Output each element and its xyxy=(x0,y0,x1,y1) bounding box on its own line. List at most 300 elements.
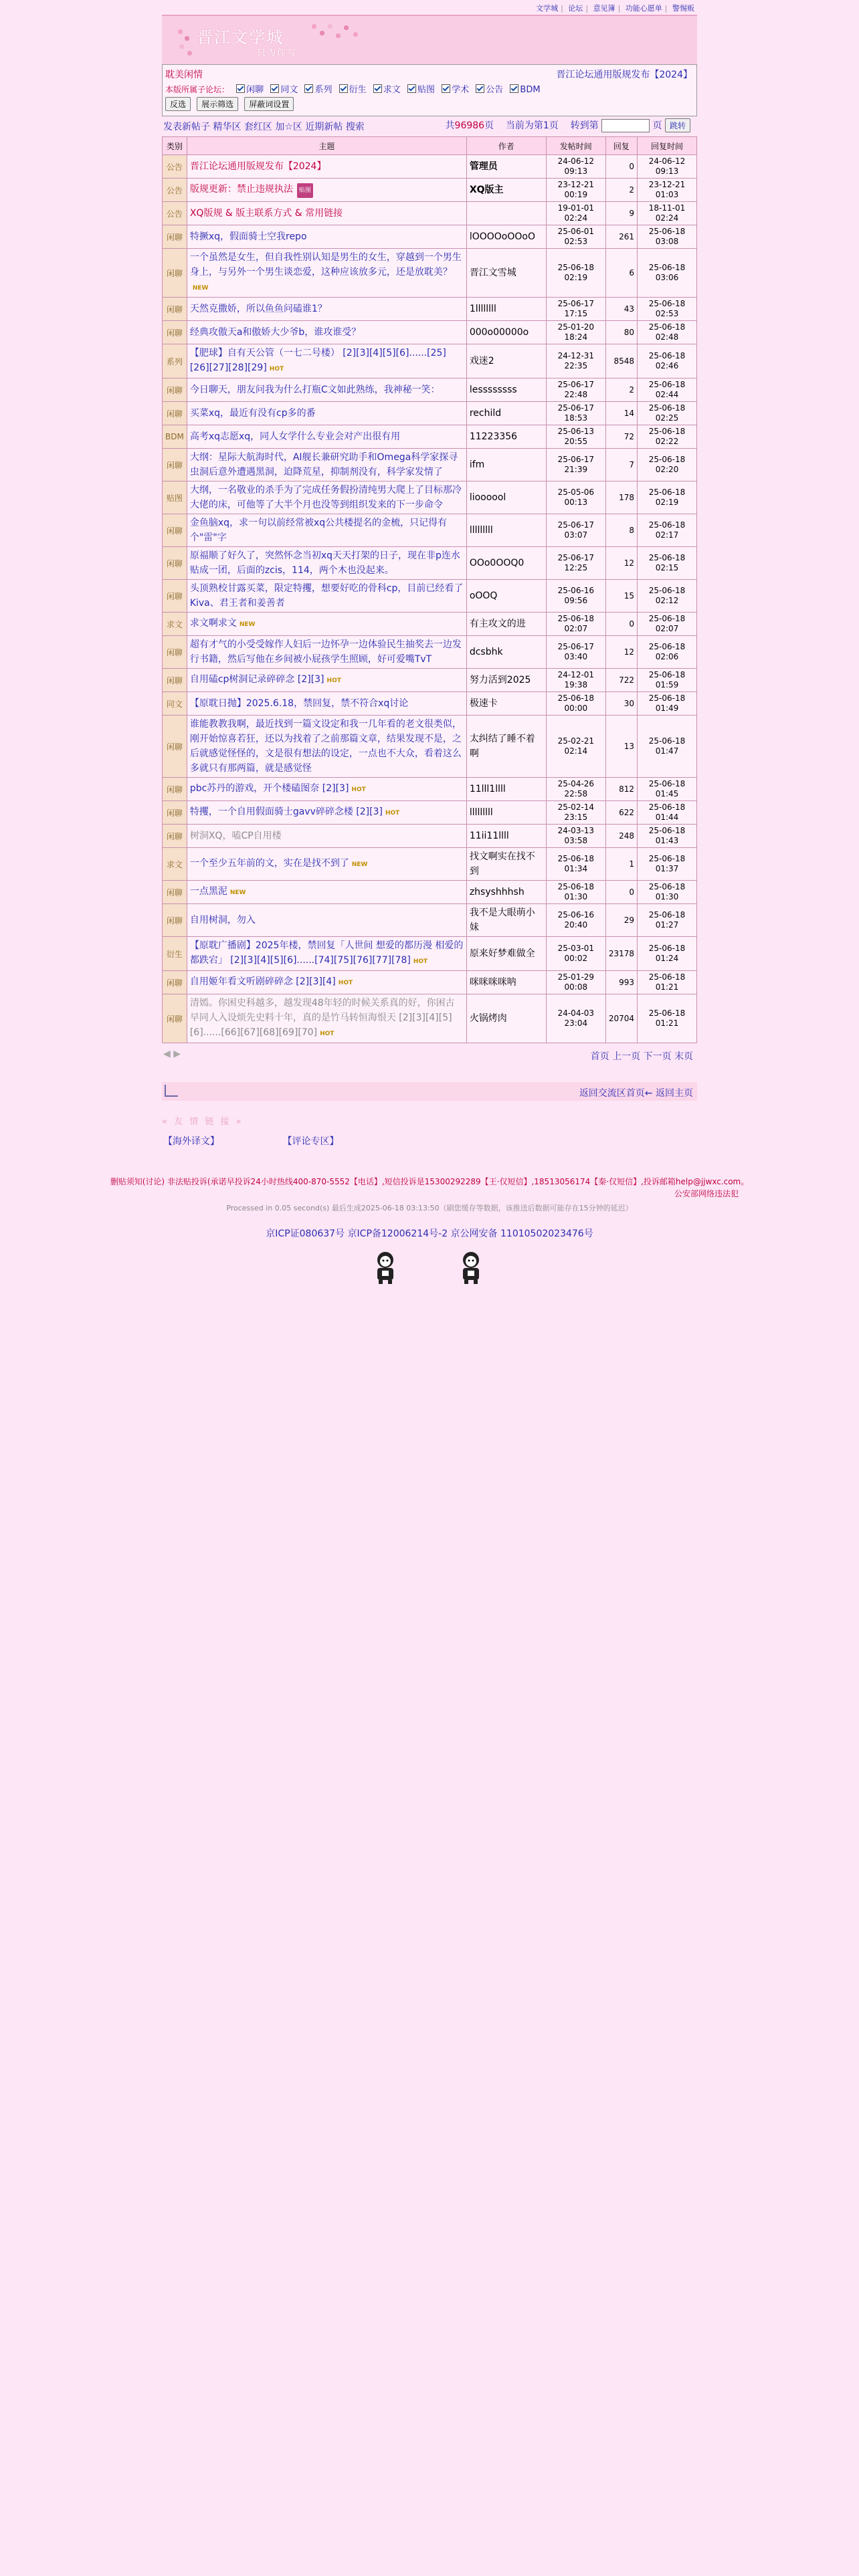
row-replies: 0 xyxy=(605,613,637,636)
row-subject[interactable] xyxy=(187,636,466,669)
row-author[interactable]: rechild xyxy=(466,402,546,425)
row-replies: 0 xyxy=(605,155,637,179)
thread-title-link[interactable]: 一个虽然是女生，但自我性别认知是男生的女生，穿越到一个男生身上，与另外一个男生谈恋爱，这种应该放多元，还是放耽美？ xyxy=(189,252,462,278)
row-category: 闲聊 xyxy=(163,669,187,692)
row-subject[interactable] xyxy=(187,379,466,402)
row-subject[interactable] xyxy=(187,249,466,298)
row-last-reply: 25-06-18 02:25 xyxy=(638,402,697,425)
row-category: BDM xyxy=(163,425,187,449)
thread-title-link[interactable]: 求文啊求文 xyxy=(189,618,237,629)
row-author[interactable]: 太纠结了睡不着啊 xyxy=(466,716,546,778)
footer-icp[interactable]: 京ICP证080637号 京ICP备12006214号-2 京公网安备 11010502023476号 xyxy=(266,1228,593,1239)
thread-title-link[interactable]: 自用磕cp树洞记录碎碎念 [2][3] xyxy=(189,674,324,685)
row-last-reply: 25-06-18 03:08 xyxy=(638,225,697,249)
friend-link-comments[interactable]: 【评论专区】 xyxy=(282,1136,339,1147)
thread-title-link[interactable]: 一个至少五年前的文，实在是找不到了 xyxy=(189,858,349,869)
thread-title-link[interactable]: 树洞XQ，嗑CP自用楼 xyxy=(189,831,282,841)
filter-label: 本版所属子论坛： xyxy=(165,85,230,94)
row-post-time: 25-01-20 18:24 xyxy=(546,321,605,344)
friend-links-title: « 友 情 链 接 » xyxy=(162,1117,244,1127)
row-subject[interactable] xyxy=(187,825,466,848)
table-row xyxy=(163,636,697,669)
table-row xyxy=(163,904,697,937)
row-author[interactable]: 戏迷2 xyxy=(466,344,546,379)
jump-button[interactable]: 跳转 xyxy=(665,118,690,132)
filter-label-item: 贴图 xyxy=(417,85,435,95)
row-subject[interactable] xyxy=(187,904,466,937)
row-author[interactable]: 1llllllll xyxy=(466,298,546,321)
thread-title-link[interactable]: 超有才气的小受受嫁作人妇后一边怀孕一边体验民生抽奖去一边发行书籍，然后写他在乡间被小屁孩学生照顾，好可爱嘴TvT xyxy=(189,639,462,665)
row-author[interactable]: lllllllll xyxy=(466,801,546,825)
table-row xyxy=(163,613,697,636)
row-category: 闲聊 xyxy=(163,825,187,848)
col-subject: 主题 xyxy=(187,137,466,155)
toplink-wxc[interactable]: 文学城 xyxy=(536,4,559,13)
row-subject[interactable] xyxy=(187,155,466,179)
prev-arrow-icon[interactable]: ◀ xyxy=(163,1049,171,1059)
row-last-reply: 25-06-18 02:53 xyxy=(638,298,697,321)
current-page: 当前为第1页 xyxy=(505,120,559,131)
row-subject[interactable] xyxy=(187,994,466,1043)
row-post-time: 25-06-17 21:39 xyxy=(546,449,605,481)
row-category: 闲聊 xyxy=(163,449,187,481)
filter-checkbox[interactable] xyxy=(510,84,518,93)
table-row xyxy=(163,425,697,449)
page-label: 页 xyxy=(652,120,662,131)
row-category: 闲聊 xyxy=(163,636,187,669)
toplink-wishlist[interactable]: 功能心愿单 xyxy=(625,4,662,13)
friend-links xyxy=(163,1134,399,1148)
row-author[interactable] xyxy=(466,202,546,225)
row-post-time: 25-06-16 09:56 xyxy=(546,580,605,613)
row-replies: 6 xyxy=(605,249,637,298)
row-last-reply: 25-06-18 02:12 xyxy=(638,580,697,613)
row-replies: 29 xyxy=(605,904,637,937)
table-header-row xyxy=(163,137,697,155)
row-replies: 178 xyxy=(605,481,637,514)
table-row xyxy=(163,937,697,971)
thread-title-link[interactable]: 天然克撒娇，所以鱼鱼问磕谁1？ xyxy=(189,304,327,314)
row-post-time: 25-06-17 22:48 xyxy=(546,379,605,402)
row-last-reply: 25-06-18 02:20 xyxy=(638,449,697,481)
new-icon: NEW xyxy=(351,861,368,868)
nav-row xyxy=(163,118,696,134)
row-last-reply: 25-06-18 01:43 xyxy=(638,825,697,848)
thread-title-link[interactable]: 版规更新：禁止违规执法 xyxy=(189,184,293,195)
row-last-reply: 25-06-18 01:21 xyxy=(638,994,697,1043)
row-replies: 80 xyxy=(605,321,637,344)
row-last-reply: 25-06-18 01:27 xyxy=(638,904,697,937)
table-row xyxy=(163,580,697,613)
row-replies: 248 xyxy=(605,825,637,848)
thread-title-link[interactable]: 清嫣。你困史科越多，越发现48年轻的时候关系真的好，你困古早同人入设烦先史料十年，真的是竹马转恒海恨天 [2][3][4][5][6]......[66][67][68][69][70] xyxy=(189,998,455,1038)
row-category: 闲聊 xyxy=(163,379,187,402)
filter-label-item: BDM xyxy=(520,85,541,95)
row-author[interactable]: 努力活到2025 xyxy=(466,669,546,692)
row-last-reply: 25-06-18 02:07 xyxy=(638,613,697,636)
row-last-reply: 25-06-18 02:44 xyxy=(638,379,697,402)
thread-title-link[interactable]: 原福顺了好久了，突然怀念当初xq天天打架的日子，现在非p连水贴成一团，后面的zcis，114，两个木也没起来。 xyxy=(189,550,460,576)
thread-title-link[interactable]: 特撅xq，假面骑士空我repo xyxy=(189,231,307,242)
row-last-reply: 25-06-18 02:46 xyxy=(638,344,697,379)
table-row xyxy=(163,994,697,1043)
row-last-reply: 25-06-18 02:48 xyxy=(638,321,697,344)
new-icon: NEW xyxy=(239,621,256,628)
row-subject[interactable] xyxy=(187,669,466,692)
row-post-time: 25-06-16 20:40 xyxy=(546,904,605,937)
thread-list xyxy=(163,155,697,1043)
page-jump xyxy=(446,118,693,132)
row-author[interactable]: zhsyshhhsh xyxy=(466,881,546,904)
row-subject[interactable] xyxy=(187,848,466,881)
filter-checkbox[interactable] xyxy=(476,84,484,93)
col-category: 类别 xyxy=(163,137,187,155)
row-category: 系列 xyxy=(163,344,187,379)
row-replies: 2 xyxy=(605,179,637,202)
new-icon: NEW xyxy=(192,285,209,292)
row-post-time: 25-06-18 02:19 xyxy=(546,249,605,298)
table-row xyxy=(163,344,697,379)
footer-notice-line2[interactable]: 公安部网络违法犯 xyxy=(674,1189,739,1198)
row-category: 闲聊 xyxy=(163,801,187,825)
thread-title-link[interactable]: 经典攻傲天a和傲娇大少爷b，谁攻谁受？ xyxy=(189,327,361,338)
filter-checkbox[interactable] xyxy=(442,84,450,93)
col-author: 作者 xyxy=(466,137,546,155)
row-author[interactable]: 11ii11llll xyxy=(466,825,546,848)
filter-label-item: 闲聊 xyxy=(246,85,264,95)
table-row xyxy=(163,692,697,716)
row-post-time: 25-06-18 01:34 xyxy=(546,848,605,881)
row-subject[interactable] xyxy=(187,881,466,904)
footer-processed: Processed in 0.05 second(s) 最后生成2025-06-18 03:13:50（刷您缓存等数据，该推送后数据可能存在15分钟的延迟） xyxy=(226,1204,633,1212)
row-category: 闲聊 xyxy=(163,402,187,425)
row-subject[interactable] xyxy=(187,514,466,547)
row-post-time: 25-06-17 03:07 xyxy=(546,514,605,547)
table-row xyxy=(163,971,697,994)
site-logo[interactable] xyxy=(178,21,372,60)
row-author[interactable]: 000o00000o xyxy=(466,321,546,344)
row-category: 闲聊 xyxy=(163,321,187,344)
row-replies: 8548 xyxy=(605,344,637,379)
row-post-time: 25-06-17 03:40 xyxy=(546,636,605,669)
row-subject[interactable] xyxy=(187,801,466,825)
row-last-reply: 25-06-18 03:06 xyxy=(638,249,697,298)
row-replies: 8 xyxy=(605,514,637,547)
row-replies: 993 xyxy=(605,971,637,994)
toplink-forum[interactable]: 论坛 xyxy=(568,4,583,13)
total-suffix: 页 xyxy=(484,120,494,131)
filter-label-item: 公告 xyxy=(486,85,504,95)
thread-title-link[interactable]: 一点黑泥 xyxy=(189,886,227,897)
row-author[interactable]: OOo0OOQ0 xyxy=(466,547,546,580)
row-author[interactable]: 极速卡 xyxy=(466,692,546,716)
invert-selection-button[interactable]: 反选 xyxy=(165,97,191,111)
thread-title-link[interactable]: 自用姬年看文听剧碎碎念 [2][3][4] xyxy=(189,976,336,987)
row-post-time: 24-03-13 03:58 xyxy=(546,825,605,848)
toplink-feedback[interactable]: 意见簿 xyxy=(593,4,615,13)
hot-icon: HOT xyxy=(326,677,341,684)
row-post-time: 25-06-18 02:07 xyxy=(546,613,605,636)
row-subject[interactable] xyxy=(187,547,466,580)
row-post-time: 25-06-18 00:00 xyxy=(546,692,605,716)
row-post-time: 25-06-17 12:25 xyxy=(546,547,605,580)
row-subject[interactable] xyxy=(187,481,466,514)
row-post-time: 19-01-01 02:24 xyxy=(546,202,605,225)
row-post-time: 24-12-01 19:38 xyxy=(546,669,605,692)
filter-label-item: 衍生 xyxy=(349,85,367,95)
thread-title-link[interactable]: 【原耽广播剧】2025年楼，禁回复「人世间 想爱的都历漫 相爱的都跌宕」 [2][3][4][5][6]......[74][75][76][77][78] xyxy=(189,940,464,966)
row-subject[interactable] xyxy=(187,971,466,994)
row-replies: 30 xyxy=(605,692,637,716)
row-subject[interactable] xyxy=(187,225,466,249)
row-subject[interactable] xyxy=(187,298,466,321)
row-author[interactable]: lioooool xyxy=(466,481,546,514)
row-last-reply: 24-06-12 09:13 xyxy=(638,155,697,179)
row-last-reply: 25-06-18 01:30 xyxy=(638,881,697,904)
filter-checkbox[interactable] xyxy=(304,84,313,93)
row-post-time: 25-05-06 00:13 xyxy=(546,481,605,514)
pager-row xyxy=(163,1049,696,1063)
row-author[interactable]: 找文啊实在找不到 xyxy=(466,848,546,881)
row-category: 闲聊 xyxy=(163,904,187,937)
table-row xyxy=(163,778,697,801)
thread-title-link[interactable]: 【原耽日抛】2025.6.18，禁回复，禁不符合xq讨论 xyxy=(189,698,409,709)
row-author[interactable]: lllllllll xyxy=(466,514,546,547)
row-category: 贴图 xyxy=(163,481,187,514)
row-category: 闲聊 xyxy=(163,881,187,904)
row-subject[interactable] xyxy=(187,692,466,716)
row-subject[interactable] xyxy=(187,778,466,801)
table-row xyxy=(163,379,697,402)
row-author[interactable]: lessssssss xyxy=(466,379,546,402)
row-replies: 20704 xyxy=(605,994,637,1043)
row-category: 闲聊 xyxy=(163,716,187,778)
row-subject[interactable] xyxy=(187,321,466,344)
row-last-reply: 25-06-18 01:21 xyxy=(638,971,697,994)
row-post-time: 24-04-03 23:04 xyxy=(546,994,605,1043)
row-post-time: 25-06-13 20:55 xyxy=(546,425,605,449)
row-replies: 1 xyxy=(605,848,637,881)
hot-icon: HOT xyxy=(269,366,284,372)
row-category: 同文 xyxy=(163,692,187,716)
row-replies: 812 xyxy=(605,778,637,801)
row-last-reply: 25-06-18 02:15 xyxy=(638,547,697,580)
row-replies: 13 xyxy=(605,716,637,778)
image-tag-icon: 贴图 xyxy=(297,183,313,198)
row-category: 求文 xyxy=(163,848,187,881)
row-subject[interactable] xyxy=(187,344,466,379)
row-last-reply: 18-11-01 02:24 xyxy=(638,202,697,225)
row-replies: 43 xyxy=(605,298,637,321)
row-post-time: 25-02-14 23:15 xyxy=(546,801,605,825)
filter-label-item: 学术 xyxy=(452,85,470,95)
row-subject[interactable] xyxy=(187,580,466,613)
subforum-filters xyxy=(165,82,541,95)
row-replies: 7 xyxy=(605,449,637,481)
table-row xyxy=(163,321,697,344)
return-bar xyxy=(162,1082,697,1101)
board-name[interactable]: 耽美闲情 xyxy=(165,70,203,80)
logo-subtitle: 只为你写 xyxy=(257,48,298,58)
row-subject[interactable] xyxy=(187,937,466,971)
footer-notice-line[interactable]: 删贴须知(讨论) 非法贴投诉(承诺早投诉24小时热线400-870-5552【电话】,短信投诉是15300292289【王·仅短信】,18513056174【秦·仅短信】,投诉邮箱help@jjwxc.com。 xyxy=(110,1177,749,1186)
table-row xyxy=(163,179,697,202)
row-replies: 722 xyxy=(605,669,637,692)
row-category: 闲聊 xyxy=(163,547,187,580)
filter-label-item: 同文 xyxy=(280,85,298,95)
row-post-time: 24-12-31 22:35 xyxy=(546,344,605,379)
total-prefix: 共 xyxy=(445,120,455,131)
row-subject[interactable] xyxy=(187,449,466,481)
row-replies: 261 xyxy=(605,225,637,249)
pager-links[interactable]: 首页 上一页 下一页 末页 xyxy=(590,1051,693,1062)
thread-title-link[interactable]: 谁能教教我啊，最近找到一篇文设定和我一几年看的老文很类似，刚开始惊喜若狂，还以为找着了之前那篇文章，结果发现不是，之后就感觉怪怪的，文是很有想法的设定，一点也不大众，看着这么多就只有那两篇，就是感觉怪 xyxy=(189,719,462,774)
row-category: 闲聊 xyxy=(163,580,187,613)
block-words-button[interactable]: 屏蔽词设置 xyxy=(244,97,294,111)
thread-title-link[interactable]: 晋江论坛通用版规发布【2024】 xyxy=(189,161,326,172)
toplink-warning[interactable]: 警惕贩 xyxy=(672,4,694,13)
filter-label-item: 系列 xyxy=(314,85,332,95)
row-category: 闲聊 xyxy=(163,249,187,298)
row-post-time: 25-01-29 00:08 xyxy=(546,971,605,994)
row-replies: 23178 xyxy=(605,937,637,971)
thread-title-link[interactable]: 大纲，一名敬业的杀手为了完成任务假扮清纯男大爬上了目标那冷大佬的床，可他等了大半个月也没等到组织发来的下一步命令 xyxy=(189,485,462,510)
police-badge-icon[interactable] xyxy=(458,1251,484,1285)
filter-checkbox[interactable] xyxy=(236,84,245,93)
row-post-time: 25-06-17 18:53 xyxy=(546,402,605,425)
thread-title-link[interactable]: pbc苏丹的游戏，开个楼磕图奈 [2][3] xyxy=(189,783,349,794)
row-category: 求文 xyxy=(163,613,187,636)
row-last-reply: 25-06-18 01:44 xyxy=(638,801,697,825)
table-row xyxy=(163,249,697,298)
row-replies: 15 xyxy=(605,580,637,613)
table-row xyxy=(163,801,697,825)
row-post-time: 25-02-21 02:14 xyxy=(546,716,605,778)
row-subject[interactable] xyxy=(187,613,466,636)
row-post-time: 25-06-17 17:15 xyxy=(546,298,605,321)
show-filter-button[interactable]: 展示筛选 xyxy=(197,97,238,111)
hot-icon: HOT xyxy=(351,786,366,793)
row-last-reply: 25-06-18 02:17 xyxy=(638,514,697,547)
top-links: 文学城 | 论坛 | 意见簿 | 功能心愿单 | 警惕贩 xyxy=(536,4,694,13)
next-arrow-icon[interactable]: ▶ xyxy=(173,1049,181,1059)
row-subject[interactable] xyxy=(187,202,466,225)
return-links[interactable]: 返回交流区首页← 返回主页 xyxy=(579,1088,693,1099)
row-category: 闲聊 xyxy=(163,994,187,1043)
thread-title-link[interactable]: 【肥球】自有天公管（一七二号楼） [2][3][4][5][6]......[25][26][27][28][29] xyxy=(189,348,446,373)
row-subject[interactable] xyxy=(187,716,466,778)
new-icon: NEW xyxy=(229,889,246,896)
row-category: 衍生 xyxy=(163,937,187,971)
thread-table xyxy=(162,136,697,1043)
row-subject[interactable] xyxy=(187,402,466,425)
nav-links[interactable]: 发表新帖子 精华区 套红区 加☆区 近期新帖 搜索 xyxy=(163,122,365,132)
hot-icon: HOT xyxy=(385,810,400,817)
thread-title-link[interactable]: 大纲：星际大航海时代，AI舰长兼研究助手和Omega科学家探寻虫洞后意外遭遇黑洞，迫降荒星，抑制剂没有，科学家发情了 xyxy=(189,452,458,477)
row-author[interactable]: dcsbhk xyxy=(466,636,546,669)
row-author[interactable]: 火锅烤肉 xyxy=(466,994,546,1043)
row-author[interactable]: 原来好梦难做全 xyxy=(466,937,546,971)
table-row xyxy=(163,825,697,848)
logo-title: 晋江文学城 xyxy=(197,28,284,47)
row-author[interactable]: XQ版主 xyxy=(466,179,546,202)
thread-title-link[interactable]: 自用树洞，勿入 xyxy=(189,915,256,926)
thread-title-link[interactable]: 特攫，一个自用假面骑士gavv碎碎念楼 [2][3] xyxy=(189,807,383,817)
row-author[interactable]: 有主攻文的进 xyxy=(466,613,546,636)
table-row xyxy=(163,481,697,514)
row-post-time: 25-06-18 01:30 xyxy=(546,881,605,904)
filter-label-item: 求文 xyxy=(383,85,401,95)
page-input[interactable] xyxy=(601,119,650,132)
row-author[interactable]: 11223356 xyxy=(466,425,546,449)
table-row xyxy=(163,202,697,225)
police-badge-icon[interactable] xyxy=(372,1251,399,1285)
row-last-reply: 25-06-18 02:22 xyxy=(638,425,697,449)
filter-checkbox[interactable] xyxy=(339,84,348,93)
row-author[interactable]: 咪咪咪咪呐 xyxy=(466,971,546,994)
row-replies: 12 xyxy=(605,547,637,580)
thread-title-link[interactable]: 金鱼脑xq，求一句以前经常被xq公共楼提名的金梳，只记得有个"雷"字 xyxy=(189,518,448,543)
row-author[interactable]: lOOOOoOOoO xyxy=(466,225,546,249)
row-category: 公告 xyxy=(163,202,187,225)
row-last-reply: 25-06-18 01:59 xyxy=(638,669,697,692)
jump-label: 转到第 xyxy=(570,120,599,131)
row-replies: 2 xyxy=(605,379,637,402)
row-post-time: 25-03-01 00:02 xyxy=(546,937,605,971)
friend-link-overseas[interactable]: 【海外译文】 xyxy=(163,1136,219,1147)
row-last-reply: 23-12-21 01:03 xyxy=(638,179,697,202)
row-last-reply: 25-06-18 01:24 xyxy=(638,937,697,971)
thread-title-link[interactable]: 今日聊天，朋友问我为什么打瓶C文如此熟练，我神秘一笑： xyxy=(189,385,440,395)
table-row xyxy=(163,449,697,481)
row-author[interactable]: oOOQ xyxy=(466,580,546,613)
thread-title-link[interactable]: XQ版规 & 版主联系方式 & 常用链接 xyxy=(189,208,343,219)
table-row xyxy=(163,716,697,778)
row-subject[interactable] xyxy=(187,179,466,202)
row-replies: 14 xyxy=(605,402,637,425)
row-author[interactable]: ifm xyxy=(466,449,546,481)
thread-title-link[interactable]: 头顶熟校甘露买菜，限定特攫，想要好吃的骨科cp，目前已经看了Kiva、君王者和姜善者 xyxy=(189,583,464,609)
row-author[interactable]: 我不是大眼萌小妹 xyxy=(466,904,546,937)
row-author[interactable]: 11lll1llll xyxy=(466,778,546,801)
row-subject[interactable] xyxy=(187,425,466,449)
total-pages: 96986 xyxy=(454,120,485,131)
filter-buttons xyxy=(165,97,296,111)
row-post-time: 25-04-26 22:58 xyxy=(546,778,605,801)
thread-title-link[interactable]: 高考xq志愿xq，同人女学什么专业会对产出很有用 xyxy=(189,431,401,442)
row-last-reply: 25-06-18 01:49 xyxy=(638,692,697,716)
row-author[interactable]: 管理员 xyxy=(466,155,546,179)
filter-checkbox[interactable] xyxy=(373,84,382,93)
row-replies: 622 xyxy=(605,801,637,825)
return-icon xyxy=(165,1085,178,1097)
row-author[interactable]: 晋江文雪城 xyxy=(466,249,546,298)
row-replies: 72 xyxy=(605,425,637,449)
row-category: 闲聊 xyxy=(163,778,187,801)
filter-checkbox[interactable] xyxy=(270,84,279,93)
announce-link[interactable]: 晋江论坛通用版规发布【2024】 xyxy=(556,70,692,80)
banner xyxy=(162,16,697,64)
table-row xyxy=(163,547,697,580)
row-last-reply: 25-06-18 02:19 xyxy=(638,481,697,514)
hot-icon: HOT xyxy=(413,958,428,965)
col-post-time: 发帖时间 xyxy=(546,137,605,155)
row-replies: 12 xyxy=(605,636,637,669)
filter-checkbox[interactable] xyxy=(407,84,416,93)
table-row xyxy=(163,155,697,179)
table-row xyxy=(163,298,697,321)
thread-title-link[interactable]: 买菜xq，最近有没有cp多的番 xyxy=(189,408,316,419)
